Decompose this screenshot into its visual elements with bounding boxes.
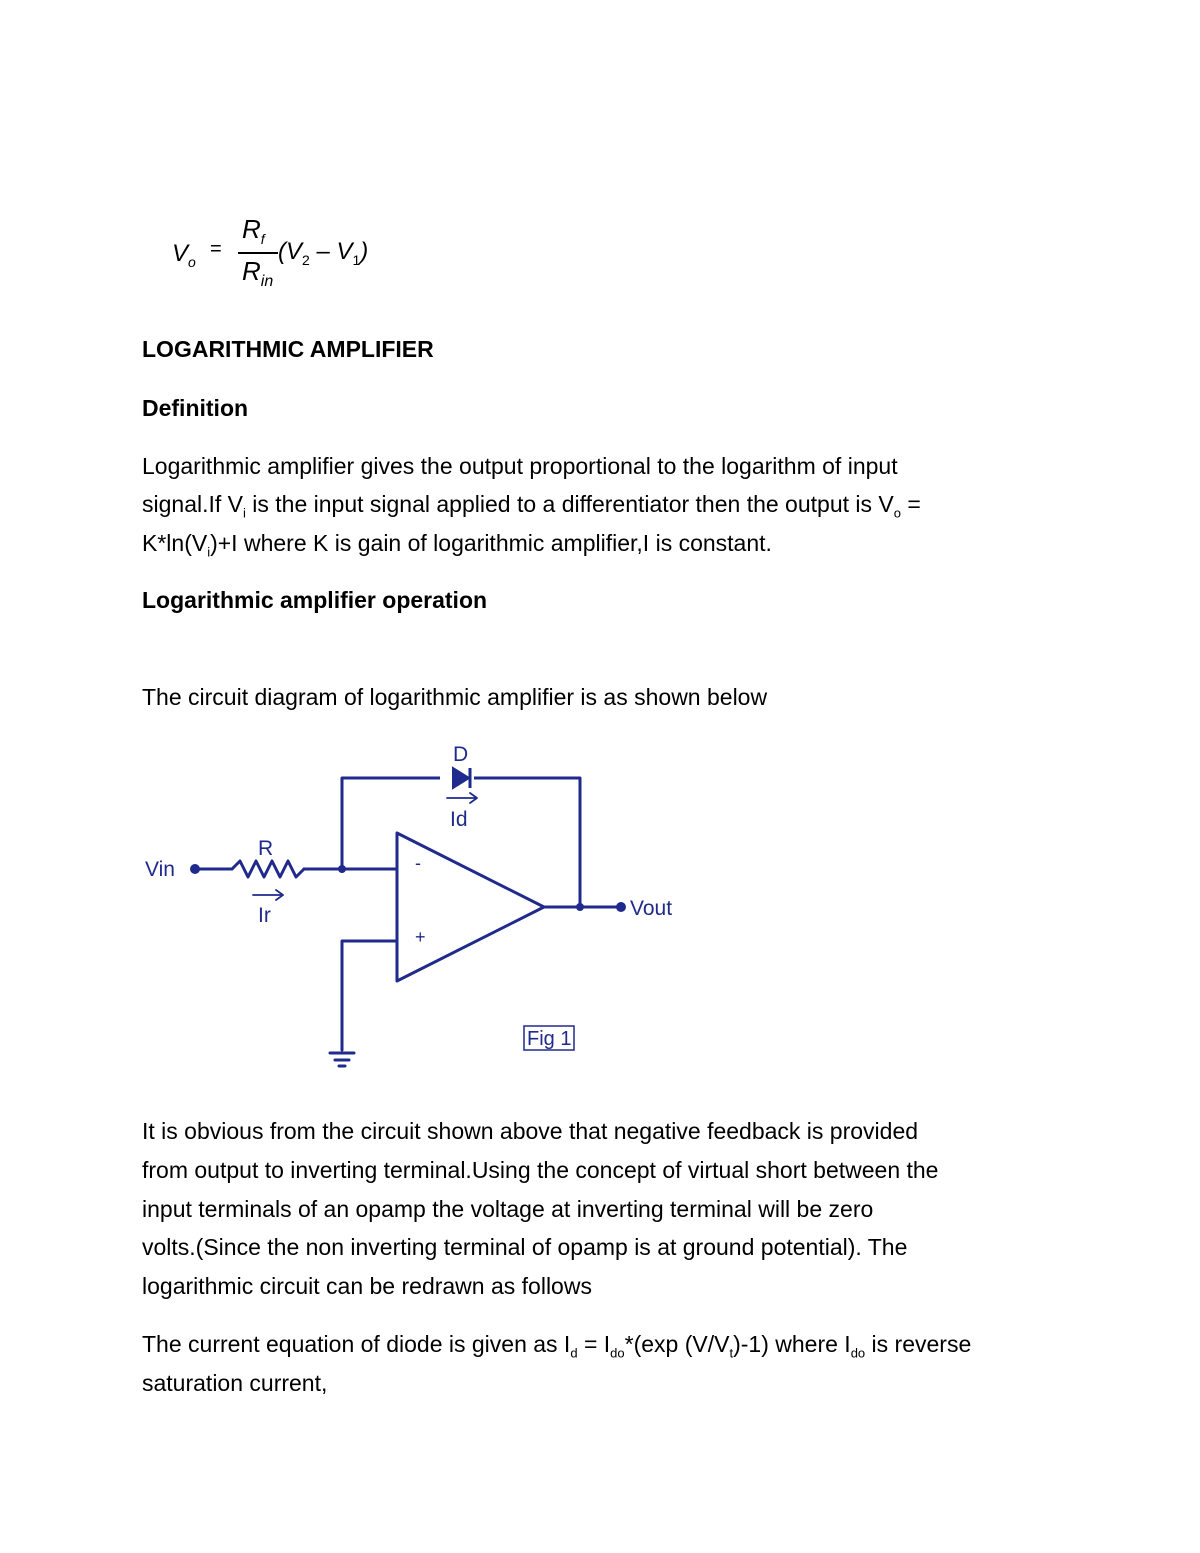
resistor-r <box>232 861 304 877</box>
label-vout: Vout <box>630 897 673 920</box>
section-heading: LOGARITHMIC AMPLIFIER <box>142 336 434 362</box>
label-plus: + <box>415 927 426 947</box>
label-id: Id <box>450 808 468 831</box>
difference-amplifier-formula <box>172 214 432 294</box>
label-d: D <box>453 743 469 766</box>
inverting-node <box>338 865 346 873</box>
formula-equals: = <box>210 238 222 260</box>
paragraph-3-line-2: saturation current, <box>142 1370 328 1396</box>
fig-label: Fig 1 <box>527 1028 572 1050</box>
formula-difference-term: $(V_2 - V_1)$ <box>278 238 369 268</box>
paragraph-3-line-1: The current equation of diode is given as $I_d = I_{do}*(\exp$ $(V/V_t)-1$) where $I_{do}$ is reverse <box>142 1331 972 1361</box>
definition-heading: Definition <box>142 395 249 421</box>
label-r: R <box>258 837 274 860</box>
formula-denominator: $R_{in}$ <box>242 256 274 291</box>
paragraph-2-line-5: logarithmic circuit can be redrawn as follows <box>142 1273 592 1299</box>
paragraph-2-line-4: volts.(Since the non inverting terminal of opamp is at ground potential). The <box>142 1234 908 1260</box>
operation-heading: Logarithmic amplifier operation <box>142 587 488 613</box>
paragraph-2-line-2: from output to inverting terminal.Using the concept of virtual short between the <box>142 1157 939 1183</box>
vout-terminal <box>616 902 626 912</box>
fraction-bar <box>238 252 278 254</box>
diode-d <box>440 768 474 788</box>
definition-line-1: Logarithmic amplifier gives the output proportional to the logarithm of input <box>142 453 898 479</box>
log-amplifier-circuit-diagram <box>140 735 700 1075</box>
paragraph-2-line-3: input terminals of an opamp the voltage at inverting terminal will be zero <box>142 1196 874 1222</box>
circuit-intro: The circuit diagram of logarithmic amplifier is as shown below <box>142 684 768 710</box>
vin-terminal <box>190 864 200 874</box>
paragraph-2-line-1: It is obvious from the circuit shown above that negative feedback is provided <box>142 1118 919 1144</box>
output-node <box>576 903 584 911</box>
formula-lhs: $V_o$ <box>172 240 196 270</box>
label-ir: Ir <box>258 904 271 927</box>
label-vin: Vin <box>145 858 175 881</box>
definition-line-3: $K*\ln(V_i)+I$ where K is gain of logarithmic amplifier,I is constant. <box>142 530 772 560</box>
ground-wire <box>342 941 397 1050</box>
formula-numerator: $R_f$ <box>242 214 265 248</box>
definition-line-2: signal.If $V_i$ is the input signal applied to a differentiator then the output is $V_o$ = <box>142 491 921 521</box>
label-minus: - <box>415 853 421 873</box>
